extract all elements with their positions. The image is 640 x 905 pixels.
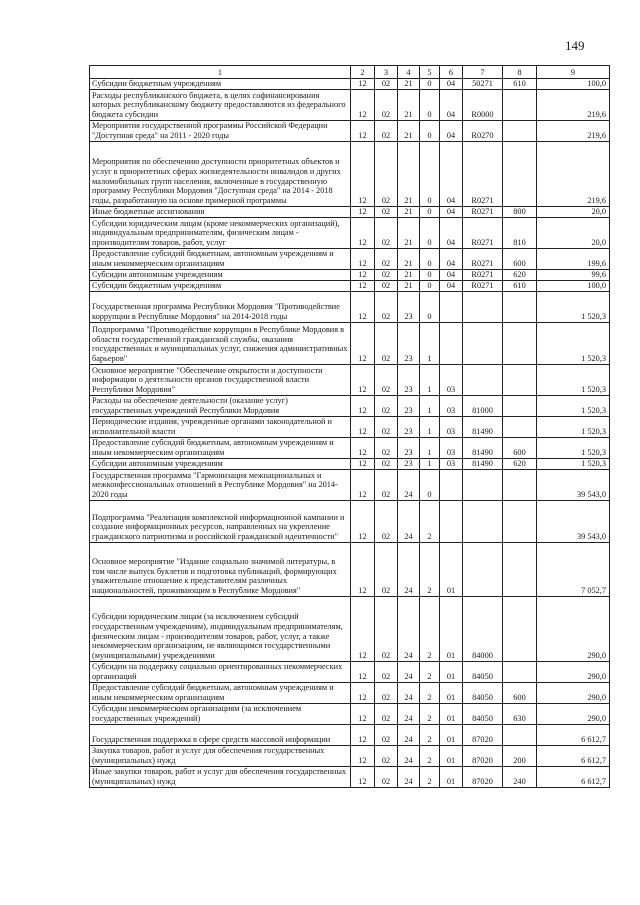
code-event: 01 [440,704,463,725]
budget-table [89,65,610,788]
code-program: 23 [398,438,420,459]
code-direction: 81490 [463,459,503,470]
code-event [440,323,463,365]
row-amount: 39 543,0 [537,501,610,543]
code-expense-type: 600 [503,683,537,704]
code-subprogram: 1 [420,323,440,365]
table-row [90,417,610,438]
code-event: 04 [440,79,463,90]
row-description: Предоставление субсидий бюджетным, автономным учреждениям и иным некоммерческим организациям [90,438,351,459]
column-header: 2 [351,66,375,79]
column-header: 3 [375,66,398,79]
code-direction: R0271 [463,207,503,218]
code-direction: R0000 [463,90,503,121]
row-amount: 1 520,3 [537,459,610,470]
code-event: 01 [440,597,463,662]
code-section: 12 [351,597,375,662]
table-row [90,323,610,365]
code-event: 04 [440,142,463,207]
code-subsection: 02 [375,597,398,662]
code-direction: R0271 [463,270,503,281]
code-event: 04 [440,270,463,281]
code-subprogram: 1 [420,417,440,438]
code-subsection: 02 [375,459,398,470]
row-amount: 290,0 [537,704,610,725]
code-program: 24 [398,597,420,662]
table-row [90,470,610,501]
code-section: 12 [351,249,375,270]
code-direction: 50271 [463,79,503,90]
code-expense-type [503,365,537,396]
code-program: 24 [398,767,420,788]
code-program: 24 [398,746,420,767]
code-program: 24 [398,470,420,501]
code-program: 23 [398,365,420,396]
code-direction: R0271 [463,249,503,270]
table-row [90,767,610,788]
code-event: 04 [440,218,463,249]
code-subprogram: 1 [420,438,440,459]
table-row [90,662,610,683]
row-amount: 1 520,3 [537,365,610,396]
code-direction: 87020 [463,767,503,788]
code-direction: 84050 [463,662,503,683]
row-amount: 290,0 [537,683,610,704]
code-subprogram: 1 [420,365,440,396]
row-amount: 219,6 [537,90,610,121]
code-subsection: 02 [375,79,398,90]
row-description: Предоставление субсидий бюджетным, автономным учреждениям и иным некоммерческим организациям [90,683,351,704]
code-expense-type: 810 [503,218,537,249]
code-expense-type [503,543,537,597]
code-direction [463,543,503,597]
row-description: Мероприятия государственной программы Российской Федерации "Доступная среда" на 2011 - 2020 годы [90,121,351,142]
code-subsection: 02 [375,396,398,417]
code-expense-type: 800 [503,207,537,218]
code-section: 12 [351,543,375,597]
table-row [90,79,610,90]
code-program: 24 [398,543,420,597]
code-direction: 81490 [463,438,503,459]
code-program: 24 [398,725,420,746]
code-event [440,501,463,543]
code-subprogram: 0 [420,142,440,207]
code-program: 21 [398,90,420,121]
code-section: 12 [351,501,375,543]
code-program: 21 [398,142,420,207]
code-section: 12 [351,767,375,788]
code-subprogram: 2 [420,704,440,725]
table-row [90,292,610,323]
row-description: Расходы на обеспечение деятельности (оказание услуг) государственных учреждений Республики Мордовия [90,396,351,417]
code-subprogram: 2 [420,662,440,683]
code-section: 12 [351,725,375,746]
code-event: 03 [440,459,463,470]
code-event: 01 [440,767,463,788]
row-description: Субсидии бюджетным учреждениям [90,281,351,292]
code-section: 12 [351,270,375,281]
table-row [90,597,610,662]
row-amount: 1 520,3 [537,323,610,365]
code-program: 23 [398,396,420,417]
code-event [440,470,463,501]
row-amount: 39 543,0 [537,470,610,501]
code-program: 23 [398,323,420,365]
code-program: 24 [398,662,420,683]
code-section: 12 [351,90,375,121]
column-header: 4 [398,66,420,79]
code-subsection: 02 [375,767,398,788]
page-number: 149 [565,38,585,53]
code-subsection: 02 [375,281,398,292]
code-subsection: 02 [375,292,398,323]
row-amount: 6 612,7 [537,767,610,788]
code-program: 21 [398,79,420,90]
code-direction: 84000 [463,597,503,662]
code-subprogram: 0 [420,121,440,142]
code-direction: R0271 [463,281,503,292]
code-expense-type [503,292,537,323]
code-expense-type: 610 [503,79,537,90]
code-subprogram: 0 [420,292,440,323]
code-direction: R0270 [463,121,503,142]
code-subsection: 02 [375,90,398,121]
row-description: Предоставление субсидий бюджетным, автономным учреждениям и иным некоммерческим организациям [90,249,351,270]
code-section: 12 [351,292,375,323]
row-amount: 1 520,3 [537,417,610,438]
code-subprogram: 1 [420,396,440,417]
code-event: 01 [440,662,463,683]
code-subsection: 02 [375,249,398,270]
row-description: Субсидии автономным учреждениям [90,270,351,281]
code-subprogram: 1 [420,459,440,470]
row-description: Субсидии некоммерческим организациям (за исключением государственных учреждений) [90,704,351,725]
code-event: 03 [440,365,463,396]
code-section: 12 [351,142,375,207]
code-subprogram: 0 [420,90,440,121]
code-event: 03 [440,396,463,417]
code-expense-type [503,501,537,543]
row-amount: 1 520,3 [537,438,610,459]
table-row [90,281,610,292]
code-expense-type [503,90,537,121]
code-subprogram: 0 [420,207,440,218]
code-expense-type: 200 [503,746,537,767]
column-header: 7 [463,66,503,79]
row-description: Основное мероприятие "Обеспечение открытости и доступности информации о деятельности органов государственной власти Республики Мордовия" [90,365,351,396]
row-amount: 219,6 [537,121,610,142]
table-row [90,365,610,396]
code-program: 23 [398,459,420,470]
code-subsection: 02 [375,470,398,501]
row-amount: 219,6 [537,142,610,207]
code-direction [463,323,503,365]
code-expense-type [503,470,537,501]
code-subprogram: 0 [420,281,440,292]
code-event: 03 [440,417,463,438]
table-row [90,438,610,459]
code-subprogram: 0 [420,79,440,90]
code-section: 12 [351,746,375,767]
code-program: 21 [398,281,420,292]
code-subsection: 02 [375,662,398,683]
table-row [90,121,610,142]
code-section: 12 [351,218,375,249]
code-expense-type [503,323,537,365]
code-event: 04 [440,121,463,142]
code-direction: 84050 [463,683,503,704]
row-amount: 199,6 [537,249,610,270]
row-amount: 1 520,3 [537,396,610,417]
code-expense-type [503,662,537,683]
table-row [90,249,610,270]
code-direction [463,365,503,396]
code-subsection: 02 [375,270,398,281]
code-subsection: 02 [375,207,398,218]
code-subsection: 02 [375,142,398,207]
code-subprogram: 2 [420,767,440,788]
row-amount: 20,0 [537,218,610,249]
code-program: 24 [398,501,420,543]
code-program: 21 [398,207,420,218]
code-program: 21 [398,270,420,281]
table-row [90,725,610,746]
code-expense-type: 620 [503,270,537,281]
code-expense-type [503,396,537,417]
table-row [90,90,610,121]
code-program: 24 [398,704,420,725]
code-direction [463,292,503,323]
code-subsection: 02 [375,323,398,365]
row-amount: 100,0 [537,281,610,292]
table-row [90,218,610,249]
row-description: Основное мероприятие "Издание социально значимой литературы, в том числе выпуск буклетов и подготовка публикаций, формирующих уважительное отношение к представителям различных национальностей, проживающим в Республике Мордовия" [90,543,351,597]
code-subsection: 02 [375,438,398,459]
row-description: Государственная поддержка в сфере средств массовой информации [90,725,351,746]
code-section: 12 [351,662,375,683]
code-subsection: 02 [375,121,398,142]
row-description: Подпрограмма "Противодействие коррупции в Республике Мордовия в области государственной гражданской службы, оказания государственных и муниципальных услуг, снижения административных барьеров" [90,323,351,365]
code-subsection: 02 [375,365,398,396]
code-direction: 87020 [463,725,503,746]
code-direction: 81490 [463,417,503,438]
code-expense-type [503,142,537,207]
table-row [90,683,610,704]
row-amount: 20,0 [537,207,610,218]
code-event [440,292,463,323]
code-expense-type [503,725,537,746]
code-subprogram: 0 [420,249,440,270]
code-event: 04 [440,281,463,292]
code-section: 12 [351,121,375,142]
code-direction: R0271 [463,218,503,249]
code-expense-type: 610 [503,281,537,292]
code-subprogram: 2 [420,501,440,543]
column-header: 8 [503,66,537,79]
code-subprogram: 2 [420,746,440,767]
table-row [90,207,610,218]
row-description: Государственная программа Республики Мордовия "Противодействие коррупции в Республике Мордовия" на 2014-2018 годы [90,292,351,323]
row-description: Государственная программа "Гармонизация межнациональных и межконфессиональных отношений в Республике Мордовия" на 2014-2020 годы [90,470,351,501]
column-header: 6 [440,66,463,79]
code-event: 03 [440,438,463,459]
code-section: 12 [351,207,375,218]
row-amount: 99,6 [537,270,610,281]
code-subprogram: 2 [420,597,440,662]
table-row [90,396,610,417]
code-program: 21 [398,121,420,142]
code-event: 04 [440,249,463,270]
code-subsection: 02 [375,725,398,746]
table-row [90,142,610,207]
code-subprogram: 2 [420,725,440,746]
code-event: 01 [440,683,463,704]
code-expense-type [503,121,537,142]
column-header-row [90,66,610,79]
code-section: 12 [351,704,375,725]
code-program: 23 [398,292,420,323]
code-expense-type: 240 [503,767,537,788]
code-subsection: 02 [375,417,398,438]
row-description: Субсидии юридическим лицам (кроме некоммерческих организаций), индивидуальным предпринимателям, физическим лицам - производителям товаров, работ, услуг [90,218,351,249]
code-section: 12 [351,417,375,438]
row-description: Субсидии на поддержку социально ориентированных некоммерческих организаций [90,662,351,683]
row-description: Иные бюджетные ассигнования [90,207,351,218]
code-section: 12 [351,459,375,470]
code-subprogram: 2 [420,543,440,597]
code-direction [463,501,503,543]
code-program: 21 [398,218,420,249]
code-program: 23 [398,417,420,438]
row-description: Субсидии бюджетным учреждениям [90,79,351,90]
row-description: Расходы республиканского бюджета, в целях софинансирования которых республиканскому бюджету предоставляются из федерального бюджета субсидии [90,90,351,121]
row-amount: 1 520,3 [537,292,610,323]
code-program: 24 [398,683,420,704]
code-subprogram: 0 [420,218,440,249]
code-expense-type: 600 [503,249,537,270]
code-event: 01 [440,543,463,597]
row-amount: 7 052,7 [537,543,610,597]
column-header: 1 [90,66,351,79]
column-header: 9 [537,66,610,79]
code-section: 12 [351,79,375,90]
code-section: 12 [351,281,375,292]
code-subprogram: 0 [420,270,440,281]
code-direction: 84050 [463,704,503,725]
code-expense-type [503,417,537,438]
row-description: Периодические издания, учрежденные органами законодательной и исполнительной власти [90,417,351,438]
code-subprogram: 2 [420,683,440,704]
code-expense-type: 600 [503,438,537,459]
code-direction: 87020 [463,746,503,767]
table-row [90,746,610,767]
row-amount: 6 612,7 [537,746,610,767]
row-amount: 6 612,7 [537,725,610,746]
code-section: 12 [351,470,375,501]
code-program: 21 [398,249,420,270]
code-event: 01 [440,746,463,767]
code-subsection: 02 [375,218,398,249]
code-direction: 81000 [463,396,503,417]
row-description: Закупка товаров, работ и услуг для обеспечения государственных (муниципальных) нужд [90,746,351,767]
code-event: 01 [440,725,463,746]
code-expense-type: 620 [503,459,537,470]
row-amount: 290,0 [537,597,610,662]
code-subprogram: 0 [420,470,440,501]
column-header: 5 [420,66,440,79]
code-direction [463,470,503,501]
row-description: Субсидии автономным учреждениям [90,459,351,470]
code-subsection: 02 [375,746,398,767]
row-description: Мероприятия по обеспечению доступности приоритетных объектов и услуг в приоритетных сферах жизнедеятельности инвалидов и других маломобильных групп населения, включенные в государственную программу Республики Мордовия "Доступная среда" на 2014 - 2018 годы, разработанную на основе примерной программы [90,142,351,207]
code-subsection: 02 [375,704,398,725]
code-event: 04 [440,207,463,218]
row-amount: 290,0 [537,662,610,683]
table-row [90,543,610,597]
code-subsection: 02 [375,543,398,597]
code-direction: R0271 [463,142,503,207]
table-row [90,501,610,543]
code-section: 12 [351,683,375,704]
row-description: Субсидии юридическим лицам (за исключением субсидий государственным учреждениям), индивидуальным предпринимателям, физическим лицам - производителям товаров, работ, услуг, а также некоммерческим организациям, не являющимся государственными (муниципальными) учреждениями [90,597,351,662]
table-row [90,270,610,281]
code-section: 12 [351,365,375,396]
code-expense-type [503,597,537,662]
table-row [90,459,610,470]
code-expense-type: 630 [503,704,537,725]
code-subsection: 02 [375,683,398,704]
code-section: 12 [351,396,375,417]
table-row [90,704,610,725]
code-section: 12 [351,323,375,365]
row-amount: 100,0 [537,79,610,90]
code-section: 12 [351,438,375,459]
code-subsection: 02 [375,501,398,543]
row-description: Подпрограмма "Реализация комплексной информационной кампании и создание информационных ресурсов, направленных на укрепление гражданского патриотизма и российской гражданской идентичности" [90,501,351,543]
code-event: 04 [440,90,463,121]
row-description: Иные закупки товаров, работ и услуг для обеспечения государственных (муниципальных) нужд [90,767,351,788]
